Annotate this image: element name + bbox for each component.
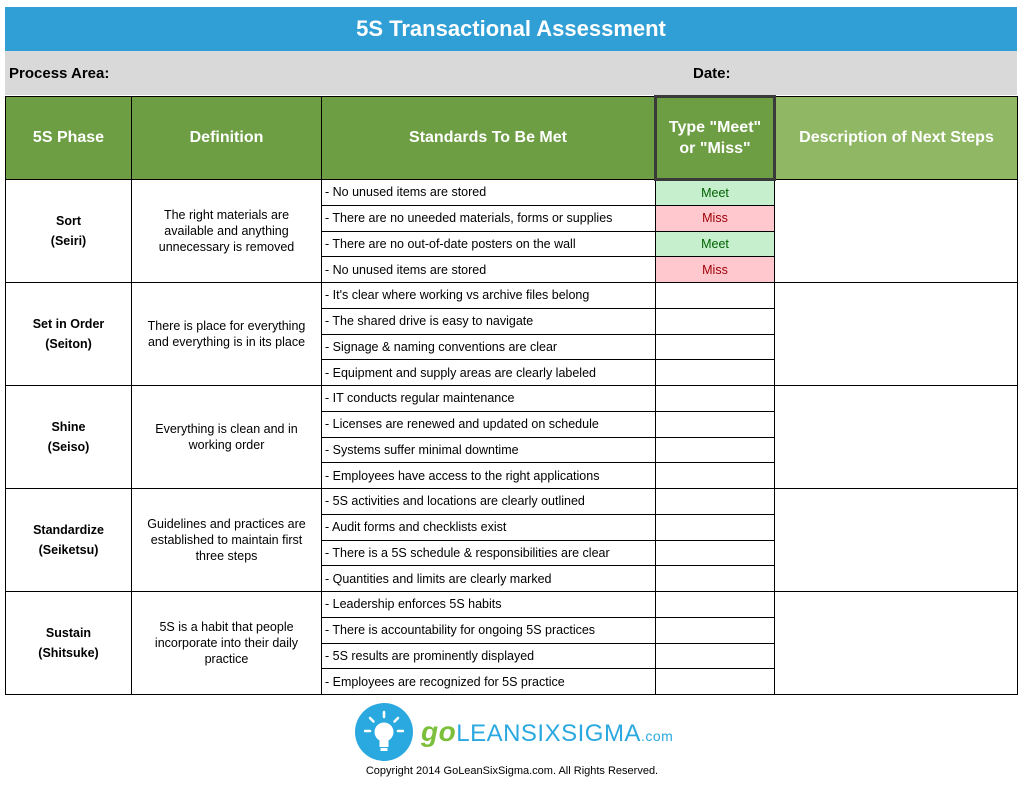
- lightbulb-icon: [355, 703, 413, 761]
- type-input-cell[interactable]: [656, 669, 775, 695]
- phase-japanese: (Seiton): [45, 337, 92, 351]
- info-bar: [5, 51, 1017, 95]
- type-input-cell[interactable]: [656, 566, 775, 592]
- header-type-line1: Type "Meet": [668, 119, 762, 136]
- standard-cell: - IT conducts regular maintenance: [322, 386, 656, 412]
- type-input-cell[interactable]: [656, 617, 775, 643]
- standard-cell: - There is accountability for ongoing 5S practices: [322, 617, 656, 643]
- phase-japanese: (Seiketsu): [38, 543, 99, 557]
- phase-japanese: (Shitsuke): [38, 646, 99, 660]
- type-input-cell[interactable]: [656, 489, 775, 515]
- type-input-cell[interactable]: Miss: [656, 257, 775, 283]
- type-input-cell[interactable]: [656, 540, 775, 566]
- type-input-cell[interactable]: Meet: [656, 231, 775, 257]
- standard-cell: - Equipment and supply areas are clearly labeled: [322, 360, 656, 386]
- table-row: [6, 489, 1018, 515]
- next-steps-cell[interactable]: [775, 386, 1018, 489]
- type-input-cell[interactable]: [656, 308, 775, 334]
- standard-cell: - There is a 5S schedule & responsibilities are clear: [322, 540, 656, 566]
- header-row: [6, 97, 1018, 180]
- header-type-line2: or "Miss": [679, 140, 751, 157]
- phase-name: Standardize: [33, 523, 104, 537]
- phase-name: Set in Order: [32, 317, 105, 331]
- header-next-steps: Description of Next Steps: [775, 97, 1018, 180]
- type-input-cell[interactable]: [656, 643, 775, 669]
- next-steps-cell[interactable]: [775, 283, 1018, 386]
- standard-cell: - The shared drive is easy to navigate: [322, 308, 656, 334]
- copyright: Copyright 2014 GoLeanSixSigma.com. All Rights Reserved.: [365, 765, 659, 777]
- logo: [355, 702, 675, 762]
- type-input-cell[interactable]: [656, 514, 775, 540]
- phase-name: Sort: [56, 214, 81, 228]
- date-label: Date:: [693, 65, 731, 82]
- phase-name: Sustain: [45, 626, 92, 640]
- assessment-table: [5, 95, 1018, 695]
- header-phase: 5S Phase: [6, 97, 132, 180]
- process-area-label: Process Area:: [9, 65, 110, 82]
- type-input-cell[interactable]: [656, 411, 775, 437]
- header-type: [656, 97, 775, 180]
- standard-cell: - Employees have access to the right applications: [322, 463, 656, 489]
- logo-tld: .com: [640, 728, 674, 744]
- phase-name: Shine: [51, 420, 86, 434]
- standard-cell: - It's clear where working vs archive files belong: [322, 283, 656, 309]
- type-input-cell[interactable]: [656, 592, 775, 618]
- phase-japanese: (Seiri): [50, 234, 87, 248]
- type-input-cell[interactable]: [656, 360, 775, 386]
- standard-cell: - Licenses are renewed and updated on schedule: [322, 411, 656, 437]
- standard-cell: - Leadership enforces 5S habits: [322, 592, 656, 618]
- type-input-cell[interactable]: [656, 386, 775, 412]
- phase-cell: [6, 283, 132, 386]
- standard-cell: - Employees are recognized for 5S practice: [322, 669, 656, 695]
- logo-name: LEANSIXSIGMA: [456, 720, 641, 747]
- phase-cell: [6, 386, 132, 489]
- definition-cell: 5S is a habit that people incorporate into their daily practice: [132, 592, 322, 695]
- definition-cell: There is place for everything and everything is in its place: [132, 283, 322, 386]
- definition-cell: Everything is clean and in working order: [132, 386, 322, 489]
- table-row: [6, 386, 1018, 412]
- next-steps-cell[interactable]: [775, 180, 1018, 283]
- logo-go: go: [421, 716, 457, 747]
- type-input-cell[interactable]: Meet: [656, 180, 775, 206]
- phase-cell: [6, 489, 132, 592]
- type-input-cell[interactable]: [656, 463, 775, 489]
- table-row: [6, 180, 1018, 206]
- next-steps-cell[interactable]: [775, 489, 1018, 592]
- header-standards: Standards To Be Met: [322, 97, 656, 180]
- definition-cell: Guidelines and practices are established to maintain first three steps: [132, 489, 322, 592]
- type-input-cell[interactable]: Miss: [656, 205, 775, 231]
- standard-cell: - There are no uneeded materials, forms or supplies: [322, 205, 656, 231]
- type-input-cell[interactable]: [656, 334, 775, 360]
- phase-cell: [6, 592, 132, 695]
- table-row: [6, 592, 1018, 618]
- next-steps-cell[interactable]: [775, 592, 1018, 695]
- standard-cell: - Systems suffer minimal downtime: [322, 437, 656, 463]
- standard-cell: - There are no out-of-date posters on the wall: [322, 231, 656, 257]
- standard-cell: - Quantities and limits are clearly marked: [322, 566, 656, 592]
- logo-wordmark: [421, 716, 673, 748]
- standard-cell: - No unused items are stored: [322, 180, 656, 206]
- standard-cell: - 5S activities and locations are clearly outlined: [322, 489, 656, 515]
- phase-japanese: (Seiso): [47, 440, 90, 454]
- standard-cell: - Audit forms and checklists exist: [322, 514, 656, 540]
- standard-cell: - Signage & naming conventions are clear: [322, 334, 656, 360]
- standard-cell: - No unused items are stored: [322, 257, 656, 283]
- type-input-cell[interactable]: [656, 437, 775, 463]
- standard-cell: - 5S results are prominently displayed: [322, 643, 656, 669]
- type-input-cell[interactable]: [656, 283, 775, 309]
- phase-cell: [6, 180, 132, 283]
- header-definition: Definition: [132, 97, 322, 180]
- table-row: [6, 283, 1018, 309]
- page-title: 5S Transactional Assessment: [5, 7, 1017, 51]
- definition-cell: The right materials are available and anything unnecessary is removed: [132, 180, 322, 283]
